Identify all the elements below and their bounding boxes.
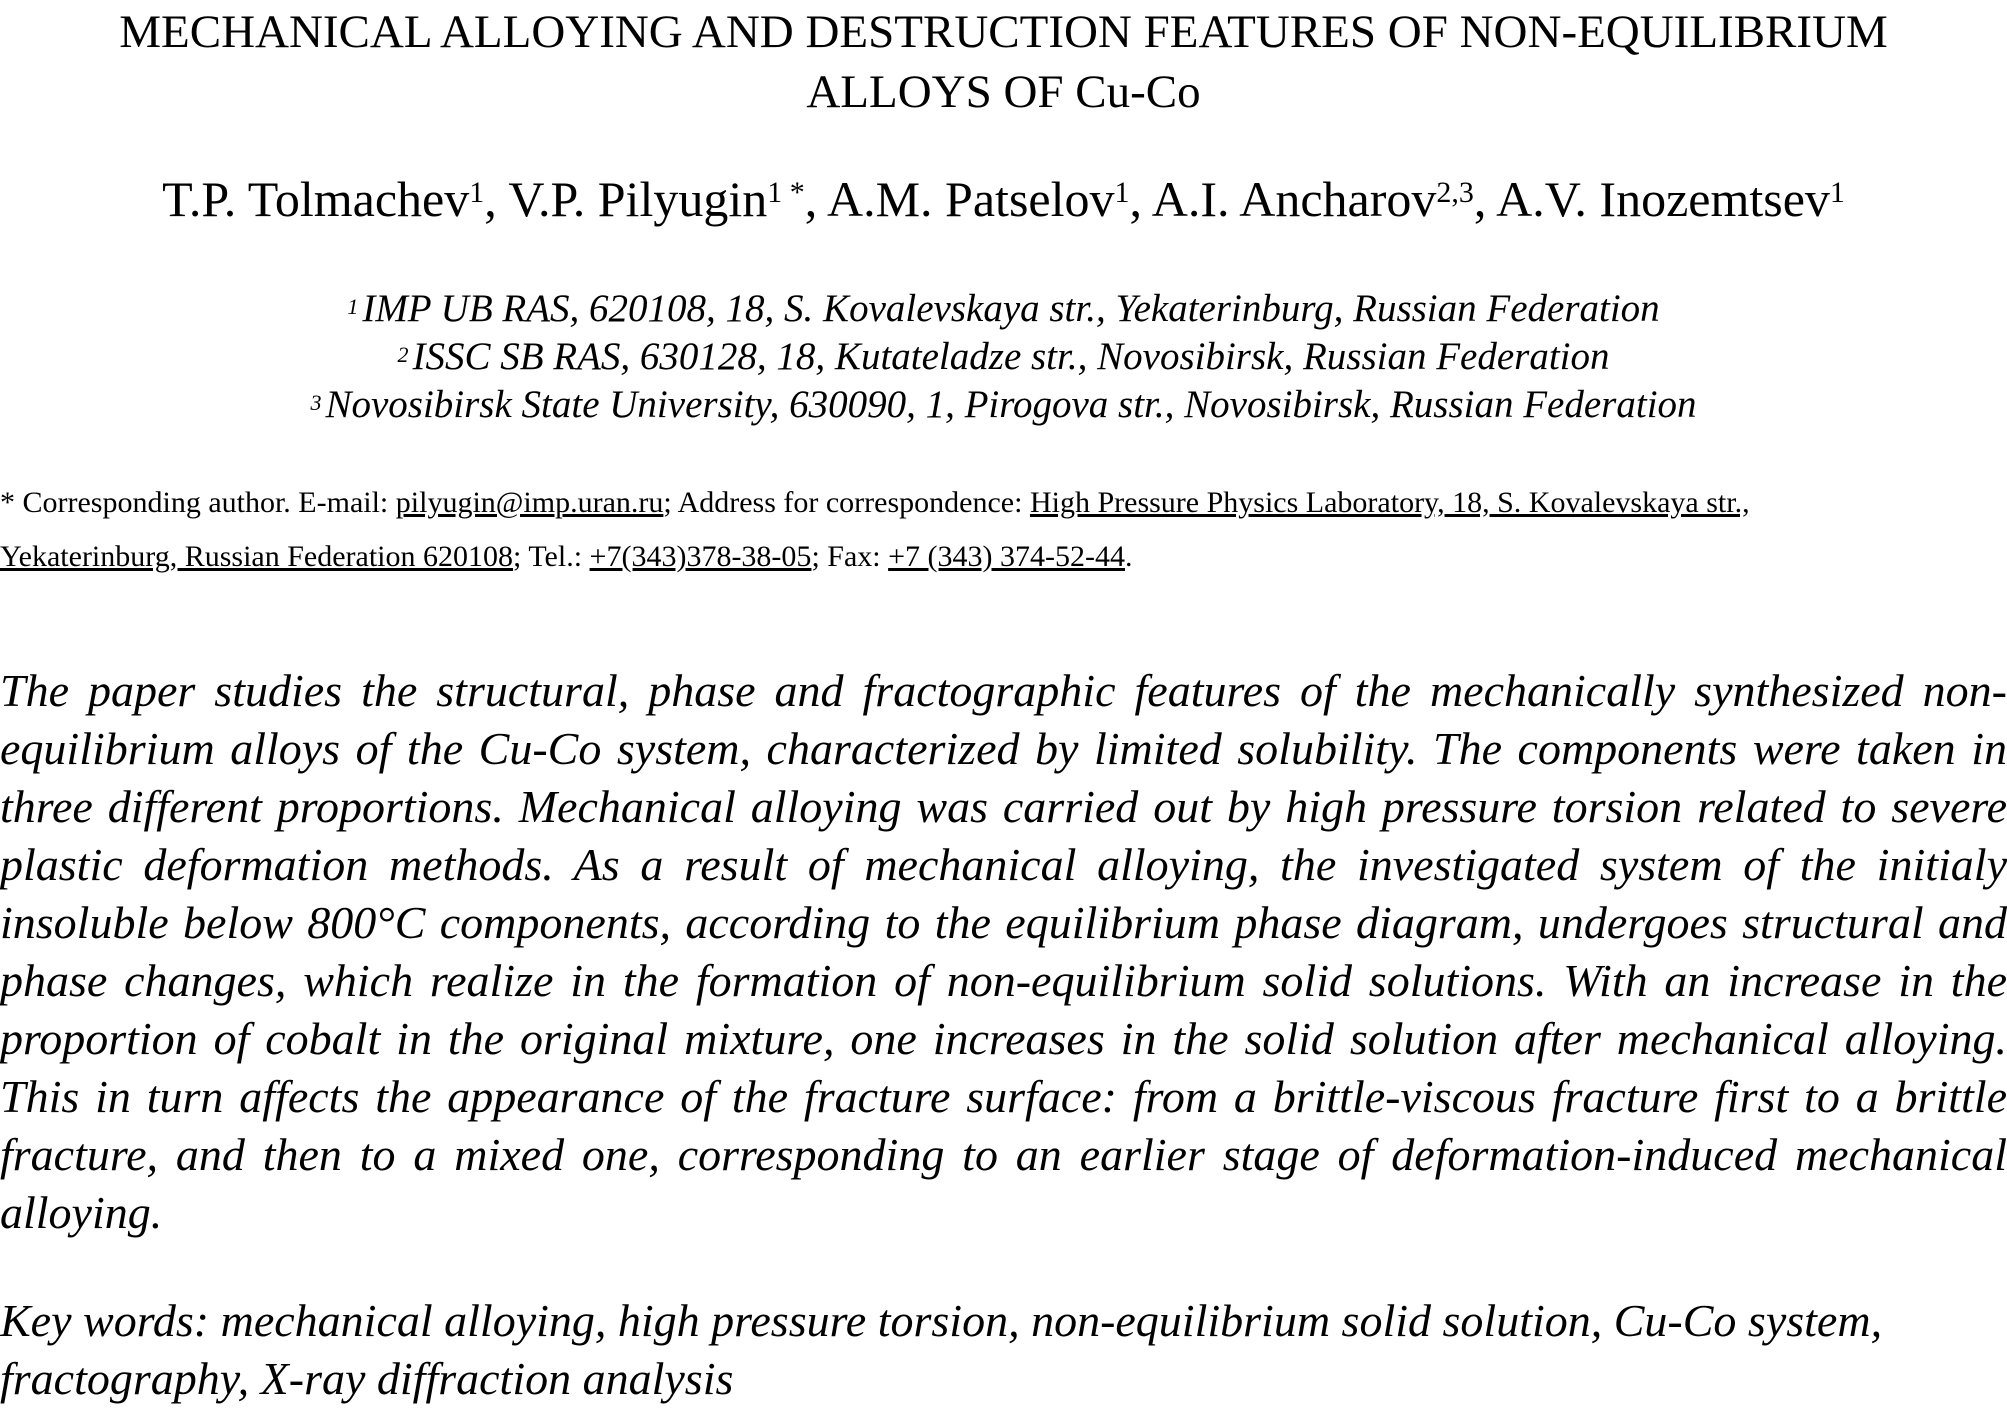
affiliation-mark: 1 [347,294,359,319]
fax-link[interactable]: +7 (343) 374-52-44 [888,540,1125,573]
email-link[interactable]: pilyugin@imp.uran.ru [395,486,664,519]
correspondence-prefix: * Corresponding author. E-mail: [0,486,396,519]
affiliation-item [0,333,2007,381]
title-line-1: MECHANICAL ALLOYING AND DESTRUCTION FEATURES OF NON-EQUILIBRIUM [119,6,1888,58]
tel-label: ; Tel.: [513,540,590,573]
abstract-text: The paper studies the structural, phase and fractographic features of the mechanically synthesized non-equilibrium alloys of the Cu-Co system, characterized by limited solubility. The components were taken in three different proportions. Mechanical alloying was carried out by high pressure torsion related to severe plastic deformation methods. As a result of mechanical alloying, the investigated system of the initialy insoluble below 800°C components, according to the equilibrium phase diagram, undergoes structural and phase changes, which realize in the formation of non-equilibrium solid solutions. With an increase in the proportion of cobalt in the original mixture, one increases in the solid solution after mechanical alloying. This in turn affects the appearance of the fracture surface: from a brittle-viscous fracture first to a brittle fracture, and then to a mixed one, corresponding to an earlier stage of deformation-induced mechanical alloying. [0,665,2007,1238]
affiliation-mark: 2 [397,342,409,367]
author-affiliation-mark: 1 * [767,176,805,209]
author-name: A.I. Ancharov [1151,171,1437,227]
tel-link[interactable]: +7(343)378-38-05 [589,540,812,573]
affiliation-item [0,285,2007,333]
correspondence-line-1 [0,476,2000,530]
author-affiliation-mark: 1 [1114,176,1130,209]
author-separator: , [484,171,509,227]
author-name: T.P. Tolmachev [162,171,470,227]
title-line-2: ALLOYS OF Cu-Co [806,66,1201,118]
author-list [0,168,2007,230]
author-name: A.M. Patselov [826,171,1115,227]
affiliation-item [0,381,2007,429]
author-separator: , [1473,171,1497,227]
address-link[interactable]: High Pressure Physics Laboratory, 18, S. Kovalevskaya str., [1029,486,1750,519]
paper-title [30,2,1977,122]
author-affiliation-mark: 2,3 [1436,176,1474,209]
keywords-text: Key words: mechanical alloying, high pressure torsion, non-equilibrium solid solution, Cu-Co system, fractography, X-ray diffraction analysis [0,1295,1883,1404]
affiliation-text: Novosibirsk State University, 630090, 1, Pirogova str., Novosibirsk, Russian Federation [325,383,1697,426]
correspondence-line-2 [0,530,2000,584]
affiliation-list [0,285,2007,429]
affiliation-text: ISSC SB RAS, 630128, 18, Kutateladze str., Novosibirsk, Russian Federation [412,335,1610,378]
author-affiliation-mark: 1 [1829,176,1845,209]
fax-label: ; Fax: [811,540,889,573]
address-label: ; Address for correspondence: [663,486,1030,519]
affiliation-text: IMP UB RAS, 620108, 18, S. Kovalevskaya str., Yekaterinburg, Russian Federation [362,287,1660,330]
correspondence-end: . [1125,540,1133,573]
author-name: V.P. Pilyugin [508,171,768,227]
author-separator: , [804,171,827,227]
affiliation-mark: 3 [310,390,322,415]
author-name: A.V. Inozemtsev [1496,171,1830,227]
address-link-continued[interactable]: Yekaterinburg, Russian Federation 620108 [0,540,514,573]
author-separator: , [1129,171,1152,227]
correspondence-note [0,476,2000,584]
author-affiliation-mark: 1 [469,176,485,209]
